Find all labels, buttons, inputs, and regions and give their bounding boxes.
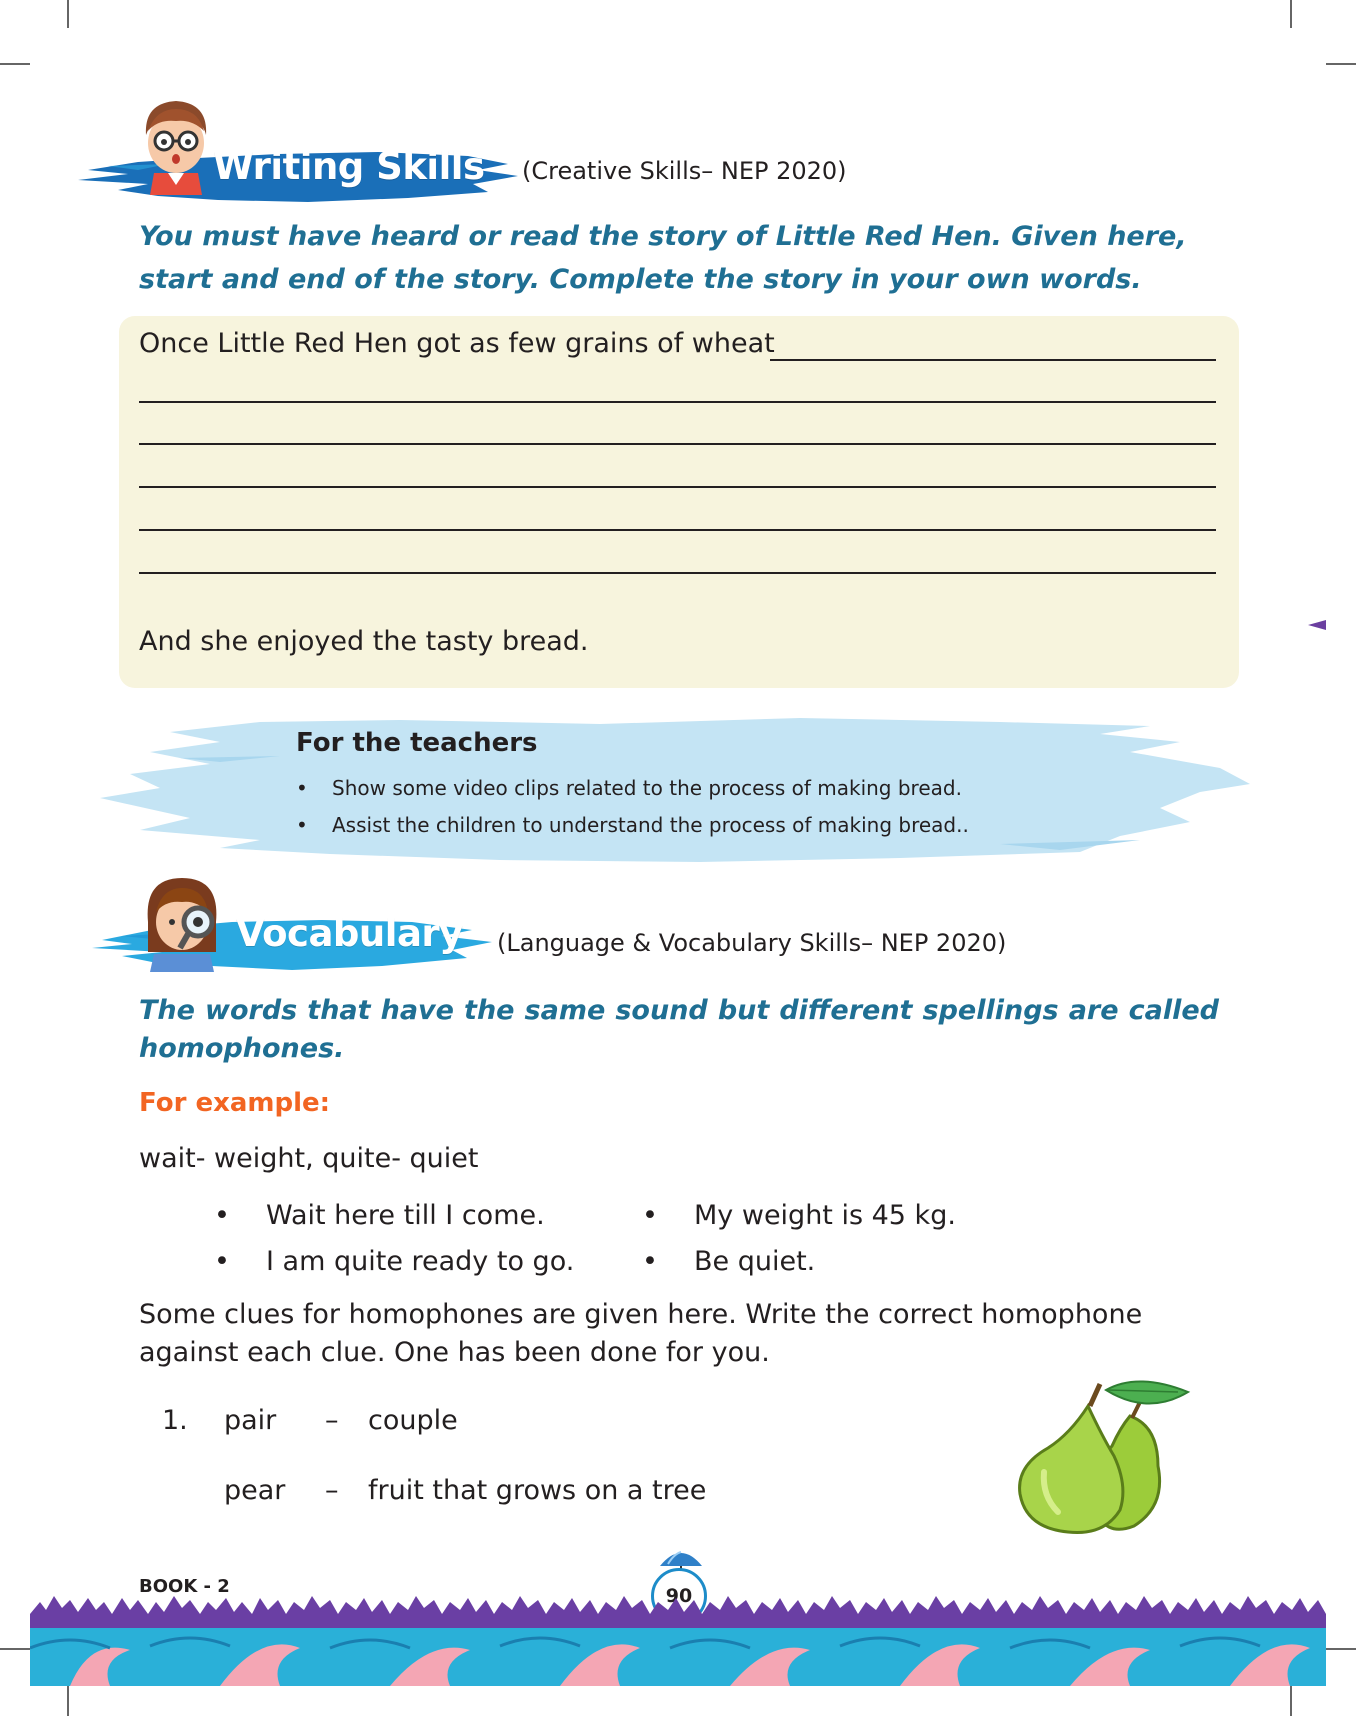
answer-line[interactable] <box>770 359 1216 361</box>
clue-dash: – <box>325 1475 339 1506</box>
bullet: • <box>296 813 308 837</box>
answer-line[interactable] <box>139 443 1216 445</box>
vocabulary-title: Vocabulary <box>236 912 463 955</box>
list-item: • I am quite ready to go. <box>214 1239 574 1285</box>
bullet: • <box>642 1246 658 1277</box>
crop-mark <box>0 1648 30 1650</box>
answer-line[interactable] <box>139 486 1216 488</box>
clue-meaning: fruit that grows on a tree <box>368 1475 707 1506</box>
clue-meaning: couple <box>368 1405 458 1436</box>
pear-illustration <box>1008 1376 1198 1536</box>
answer-line[interactable] <box>139 572 1216 574</box>
story-end: And she enjoyed the tasty bread. <box>139 626 589 657</box>
writing-instruction: You must have heard or read the story of Little Red Hen. Given here, start and end of the story. Complete the story in your own words. <box>139 221 1187 295</box>
example-sentences-right <box>642 1193 956 1285</box>
example-label: For example: <box>139 1088 331 1118</box>
bullet: • <box>214 1246 230 1277</box>
crop-mark <box>1290 1686 1292 1716</box>
answer-line[interactable] <box>139 401 1216 403</box>
list-item: • Wait here till I come. <box>214 1193 574 1239</box>
crop-mark <box>1326 1648 1356 1650</box>
bullet: • <box>296 776 308 800</box>
crop-mark <box>67 0 69 28</box>
example-pairs: wait- weight, quite- quiet <box>139 1143 479 1174</box>
answer-line[interactable] <box>139 529 1216 531</box>
bullet: • <box>642 1200 658 1231</box>
bullet: • <box>214 1200 230 1231</box>
list-item: • Show some video clips related to the process of making bread. <box>296 772 969 809</box>
clue-dash: – <box>325 1405 339 1436</box>
vocabulary-note: (Language & Vocabulary Skills– NEP 2020) <box>497 929 1007 957</box>
footer-wave-border <box>30 1588 1326 1686</box>
crop-mark <box>1290 0 1292 28</box>
list-item: • Be quiet. <box>642 1239 956 1285</box>
teachers-bullet-list <box>296 772 969 846</box>
writing-skills-note: (Creative Skills– NEP 2020) <box>522 157 847 185</box>
book-label: BOOK - 2 <box>139 1576 230 1597</box>
teachers-title: For the teachers <box>296 728 538 758</box>
crop-mark <box>67 1686 69 1716</box>
girl-with-magnifier-icon <box>140 872 224 972</box>
crop-mark <box>0 63 30 65</box>
story-start: Once Little Red Hen got as few grains of wheat <box>139 328 775 359</box>
boy-with-glasses-icon <box>136 95 214 195</box>
clue-number: 1. <box>162 1405 188 1436</box>
example-sentences-left <box>214 1193 574 1285</box>
list-item: • Assist the children to understand the process of making bread.. <box>296 809 969 846</box>
crop-mark <box>1326 63 1356 65</box>
list-item: • My weight is 45 kg. <box>642 1193 956 1239</box>
clue-word: pear <box>224 1475 286 1506</box>
margin-mark-icon <box>1308 618 1328 632</box>
task-instruction: Some clues for homophones are given here. Write the correct homophone against each clue. One has been done for you. <box>139 1299 1143 1368</box>
writing-skills-title: Writing Skills <box>213 145 485 188</box>
page-number: 90 <box>651 1568 707 1624</box>
homophone-definition: The words that have the same sound but different spellings are called homophones. <box>139 995 1219 1064</box>
clue-word: pair <box>224 1405 277 1436</box>
